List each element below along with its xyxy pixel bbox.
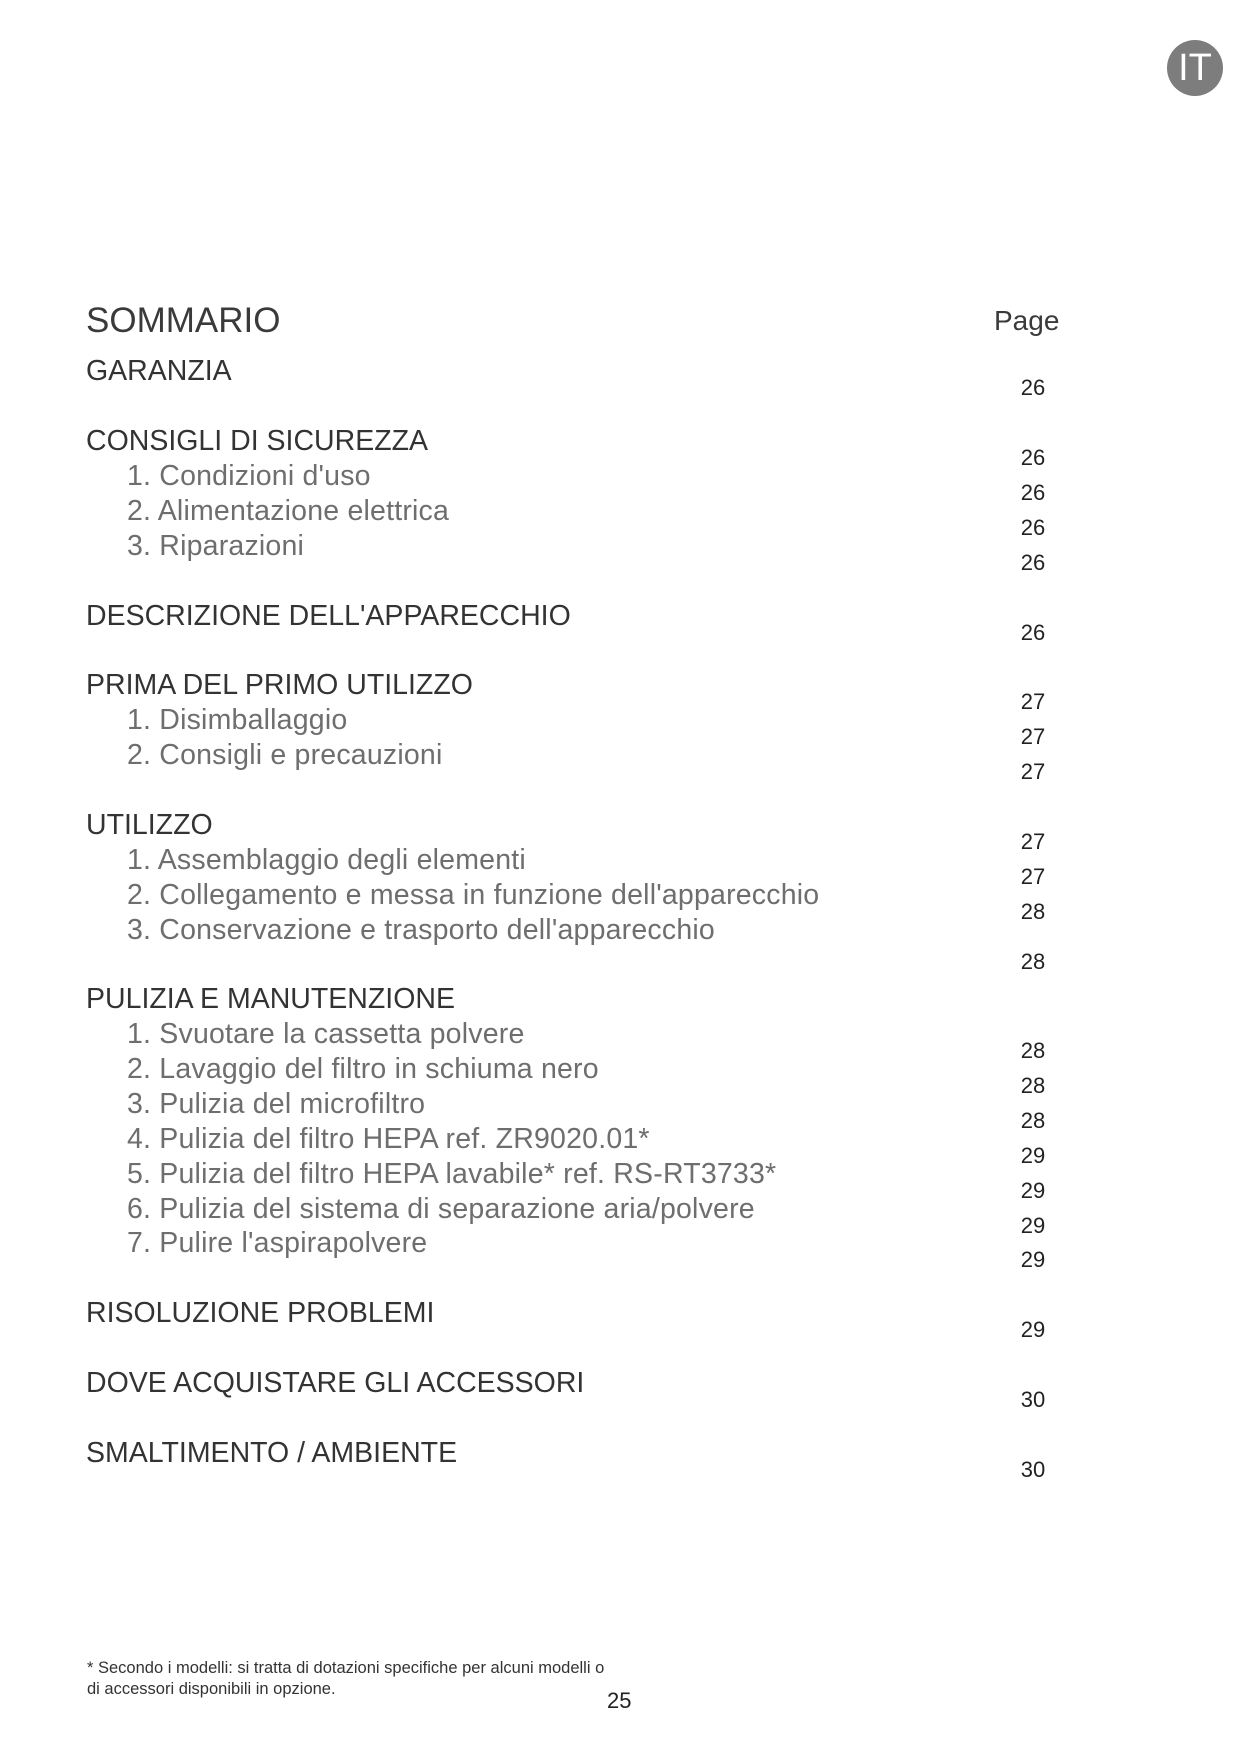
toc-entry-page: 28 <box>1020 1073 1046 1098</box>
toc-entry-label: 6. Pulizia del sistema di separazione aria/polvere <box>127 1193 755 1225</box>
toc-entry-label: 3. Pulizia del microfiltro <box>127 1088 426 1120</box>
toc-entry-label: DOVE ACQUISTARE GLI ACCESSORI <box>86 1367 585 1399</box>
toc-entry-page: 29 <box>1020 1143 1046 1168</box>
toc-entry-page: 29 <box>1020 1247 1046 1272</box>
toc-entry-page: 28 <box>1020 1108 1046 1133</box>
toc-entry <box>0 1437 1240 1482</box>
toc-entry <box>0 425 1240 470</box>
toc-entry-label: GARANZIA <box>86 355 232 387</box>
toc-entry-page: 30 <box>1020 1387 1046 1412</box>
toc-entry-page: 26 <box>1020 620 1046 645</box>
toc-subentry <box>0 1053 1240 1098</box>
page-number: 25 <box>607 1688 632 1713</box>
toc-entry-page: 28 <box>1020 949 1046 974</box>
toc-entry-page: 27 <box>1020 724 1046 749</box>
toc-subentry <box>0 1227 1240 1272</box>
toc-entry-label: PRIMA DEL PRIMO UTILIZZO <box>86 669 473 701</box>
toc-entry-label: 3. Conservazione e trasporto dell'apparecchio <box>127 914 715 946</box>
toc-entry-label: 1. Disimballaggio <box>127 704 348 736</box>
toc-subentry <box>0 495 1240 540</box>
toc-subentry <box>0 739 1240 784</box>
toc-entry-label: 1. Svuotare la cassetta polvere <box>127 1018 525 1050</box>
toc-entry-page: 27 <box>1020 759 1046 784</box>
toc-entry <box>0 355 1240 400</box>
toc-subentry <box>0 844 1240 889</box>
toc-entry-page: 29 <box>1020 1213 1046 1238</box>
toc-subentry <box>0 1088 1240 1133</box>
toc-entry <box>0 951 1240 987</box>
footnote: * Secondo i modelli: si tratta di dotazioni specifiche per alcuni modelli o di accessori disponibili in opzione. <box>87 1659 605 1698</box>
toc-subentry <box>0 1018 1240 1063</box>
toc-entry-page: 26 <box>1020 480 1046 505</box>
toc-entry-label: 2. Lavaggio del filtro in schiuma nero <box>127 1053 599 1085</box>
toc-entry-label: PULIZIA E MANUTENZIONE <box>86 983 455 1015</box>
toc-subentry <box>0 704 1240 749</box>
page-title: SOMMARIO <box>86 301 281 340</box>
toc-entry-page: 28 <box>1020 1038 1046 1063</box>
toc-entry-label: SMALTIMENTO / AMBIENTE <box>86 1437 458 1469</box>
toc-entry <box>0 1297 1240 1342</box>
toc-subentry <box>0 1158 1240 1203</box>
toc-entry <box>0 1367 1240 1412</box>
toc-entry-label: 4. Pulizia del filtro HEPA ref. ZR9020.01* <box>127 1123 650 1155</box>
toc-entry-label: 2. Consigli e precauzioni <box>127 739 443 771</box>
toc-entry-page: 30 <box>1020 1457 1046 1482</box>
toc-subentry <box>0 916 1240 952</box>
toc-entry-page: 29 <box>1020 1178 1046 1203</box>
toc-entry-label: 5. Pulizia del filtro HEPA lavabile* ref. RS-RT3733* <box>127 1158 777 1190</box>
toc-entry-label: UTILIZZO <box>86 809 213 841</box>
toc-entry-page: 26 <box>1020 515 1046 540</box>
toc-entry <box>0 809 1240 854</box>
toc-subentry <box>0 1193 1240 1238</box>
toc-entry-label: 1. Assemblaggio degli elementi <box>127 844 526 876</box>
toc-entry <box>0 985 1240 1021</box>
toc-entry-label: 2. Collegamento e messa in funzione dell'apparecchio <box>127 879 820 911</box>
language-badge: IT <box>1167 40 1223 96</box>
toc-entry <box>0 600 1240 645</box>
toc-entry-label: 7. Pulire l'aspirapolvere <box>127 1227 428 1259</box>
page-column-header: Page <box>994 305 1060 336</box>
toc-entry-page: 29 <box>1020 1317 1046 1342</box>
toc-entry-page: 27 <box>1020 864 1046 889</box>
toc-entry-label: RISOLUZIONE PROBLEMI <box>86 1297 435 1329</box>
toc-entry-page: 26 <box>1020 375 1046 400</box>
toc-subentry <box>0 1123 1240 1168</box>
toc-entry-label: 1. Condizioni d'uso <box>127 460 371 492</box>
toc-subentry <box>0 460 1240 505</box>
toc-entry-page: 28 <box>1020 899 1046 924</box>
toc-entry-page: 26 <box>1020 445 1046 470</box>
toc-entry-page: 27 <box>1020 829 1046 854</box>
toc-entry <box>0 669 1240 714</box>
toc-entry-page: 26 <box>1020 550 1046 575</box>
toc-entry-label: 3. Riparazioni <box>127 530 305 562</box>
toc-entry-label: 2. Alimentazione elettrica <box>127 495 450 527</box>
toc-entry-page: 27 <box>1020 689 1046 714</box>
toc-subentry <box>0 879 1240 924</box>
toc-entry-label: DESCRIZIONE DELL'APPARECCHIO <box>86 600 571 632</box>
toc-entry-label: CONSIGLI DI SICUREZZA <box>86 425 429 457</box>
toc-subentry <box>0 530 1240 575</box>
